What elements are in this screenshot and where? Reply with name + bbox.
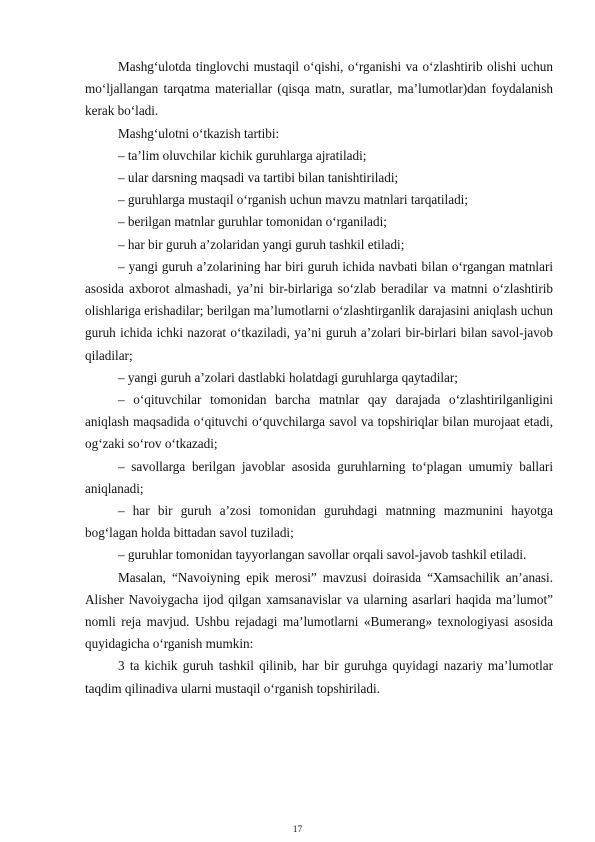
procedure-step: – savollarga berilgan javoblar asosida guruhlarning to‘plagan umumiy ballari aniqlanadi; (85, 458, 553, 496)
page-number: 17 (292, 825, 303, 835)
document-body (85, 56, 553, 700)
closing-paragraph: 3 ta kichik guruh tashkil qilinib, har bir guruhga quyidagi nazariy ma’lumotlar taqdim qilinadiva ularni mustaqil o‘rganish topshiriladi. (85, 658, 553, 696)
procedure-step: – har bir guruh a’zolaridan yangi guruh tashkil etiladi; (118, 236, 405, 252)
procedure-step: – berilgan matnlar guruhlar tomonidan o‘rganiladi; (118, 214, 387, 230)
procedure-step: – ular darsning maqsadi va tartibi bilan tanishtiriladi; (118, 170, 399, 186)
procedure-heading: Mashg‘ulotni o‘tkazish tartibi: (118, 125, 280, 141)
procedure-step: – yangi guruh a’zolarining har biri guruh ichida navbati bilan o‘rgangan matnlari asosida axborot almashadi, ya’ni bir-birlariga so‘zlab beradilar va matnni o‘zlashtirib olishlariga erishadilar; berilgan ma’lumotlarni o‘zlashtirganlik darajasini aniqlash uchun guruh ichida ichki nazorat o‘tkaziladi, ya’ni guruh a’zolari bir-birlari bilan savol-javob qiladilar; (85, 258, 553, 363)
procedure-step: – ta’lim oluvchilar kichik guruhlarga ajratiladi; (118, 147, 367, 163)
procedure-step: – guruhlarga mustaqil o‘rganish uchun mavzu matnlari tarqatiladi; (118, 192, 468, 208)
intro-paragraph: Mashg‘ulotda tinglovchi mustaqil o‘qishi, o‘rganishi va o‘zlashtirib olishi uchun mo‘ljallangan tarqatma materiallar (qisqa matn, suratlar, ma’lumotlar)dan foydalanish kerak bo‘ladi. (85, 59, 553, 119)
procedure-step: – har bir guruh a’zosi tomonidan guruhdagi matnning mazmunini hayotga bog‘lagan holda bittadan savol tuziladi; (85, 503, 553, 541)
procedure-step: – o‘qituvchilar tomonidan barcha matnlar qay darajada o‘zlashtirilganligini aniqlash maqsadida o‘qituvchi o‘quvchilarga savol va topshiriqlar bilan murojaat etadi, og‘zaki so‘rov o‘tkazadi; (85, 392, 553, 452)
procedure-step: – guruhlar tomonidan tayyorlangan savollar orqali savol-javob tashkil etiladi. (118, 547, 527, 563)
procedure-step: – yangi guruh a’zolari dastlabki holatdagi guruhlarga qaytadilar; (118, 369, 458, 385)
example-paragraph: Masalan, “Navoiyning epik merosi” mavzusi doirasida “Xamsachilik an’anasi. Alisher Navoiygacha ijod qilgan xamsanavislar va ularning asarlari haqida ma’lumot” nomli reja mavjud. Ushbu rejadagi ma’lumotlarni «Bumerang» texnologiyasi asosida quyidagicha o‘rganish mumkin: (85, 569, 553, 652)
